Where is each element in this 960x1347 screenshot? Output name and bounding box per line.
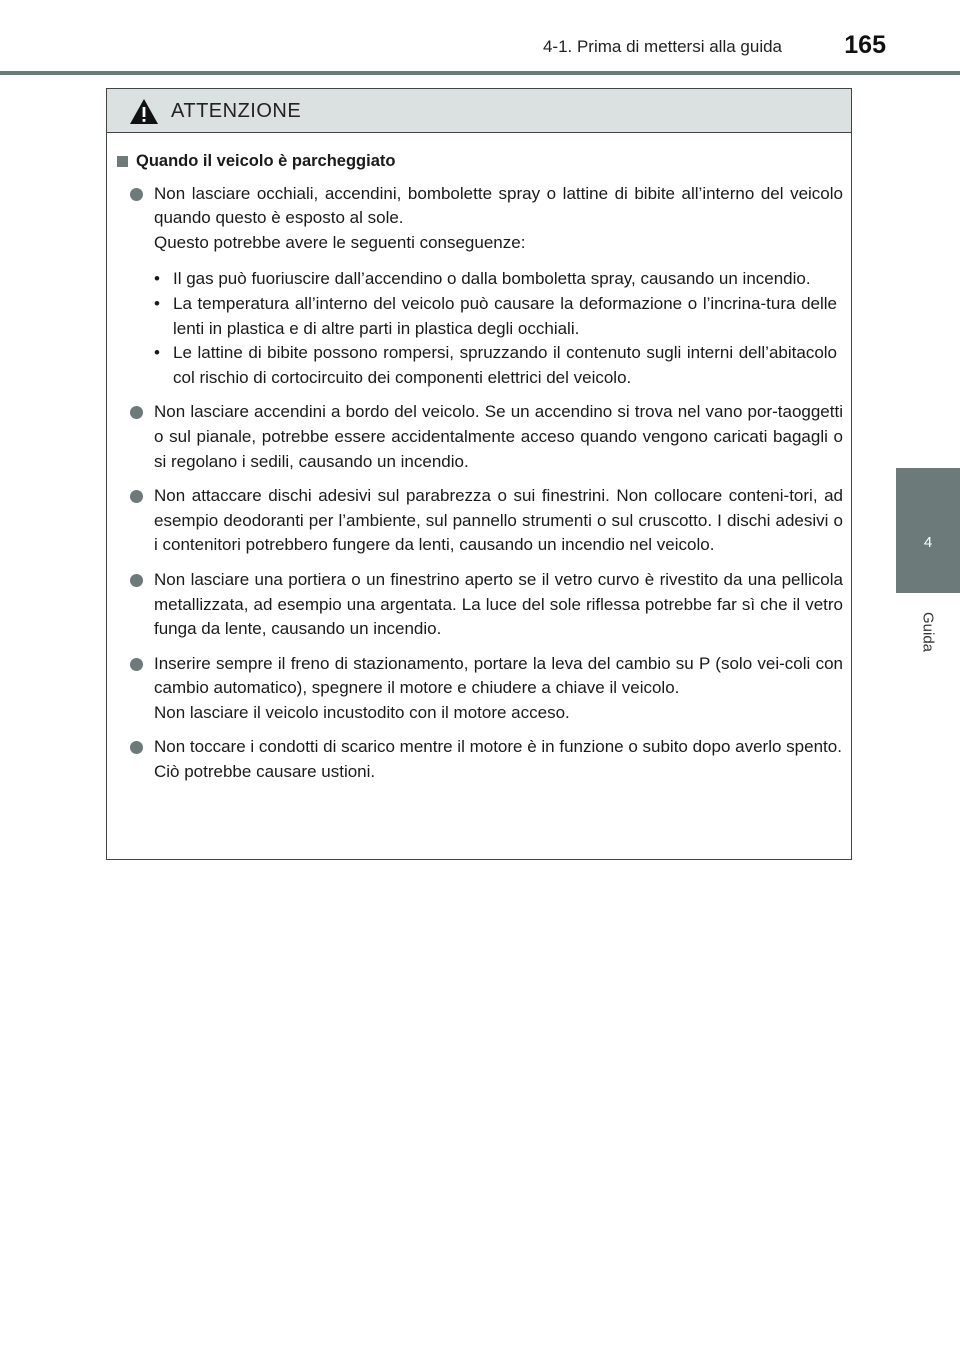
square-bullet-icon (117, 156, 128, 167)
warning-item (117, 652, 843, 726)
warning-item-text: Non toccare i condotti di scarico mentre il motore è in funzione o subito dopo averlo spento. (154, 737, 842, 757)
consequence-item (154, 267, 837, 292)
warning-item-body (154, 652, 843, 726)
consequence-text: La temperatura all’interno del veicolo può causare la deformazione o l’incrina-tura delle lenti in plastica e di altre parti in plastica degli occhiali. (173, 293, 837, 338)
warning-triangle-icon (129, 98, 159, 125)
circle-bullet-icon (130, 658, 143, 671)
warning-item-body (154, 400, 843, 474)
consequence-text: Le lattine di bibite possono rompersi, spruzzando il contenuto sugli interni dell’abitacolo col rischio di cortocircuito dei componenti elettrici del veicolo. (173, 343, 837, 387)
section-title: 4-1. Prima di mettersi alla guida (542, 37, 782, 56)
warning-item-text: Non lasciare occhiali, accendini, bombolette spray o lattine di bibite all’interno del veicolo quando questo è esposto al sole. (154, 183, 843, 228)
warning-item-text: Non lasciare accendini a bordo del veicolo. Se un accendino si trova nel vano por-taoggetti o sul pianale, potrebbe essere accidentalmente acceso quando vengono caricati bagagli o si regolano i sedili, causando un incendio. (154, 402, 843, 471)
chapter-label: Guida (919, 611, 937, 653)
warning-item-text: Inserire sempre il freno di stazionamento, portare la leva del cambio su P (solo vei-coli con cambio automatico), spegnere il motore e chiudere a chiave il veicolo. (154, 653, 843, 698)
warning-header (107, 89, 851, 133)
warning-item (117, 568, 843, 642)
circle-bullet-icon (130, 188, 143, 201)
warning-item-text: Non lasciare il veicolo incustodito con il motore acceso. (154, 702, 570, 722)
warning-item-text: Ciò potrebbe causare ustioni. (154, 762, 376, 782)
warning-body (107, 133, 851, 785)
circle-bullet-icon (130, 490, 143, 503)
chapter-number: 4 (923, 534, 933, 551)
warning-item-body (154, 568, 843, 642)
warning-item-body (154, 182, 843, 391)
circle-bullet-icon (130, 406, 143, 419)
consequence-list (154, 267, 843, 390)
header-rule (0, 71, 960, 75)
bullet-icon: • (154, 293, 160, 313)
warning-section-title: Quando il veicolo è parcheggiato (136, 152, 396, 170)
warning-items (117, 182, 843, 785)
bullet-icon: • (154, 269, 160, 289)
warning-item (117, 182, 843, 391)
warning-item-text: Questo potrebbe avere le seguenti conseguenze: (154, 232, 526, 252)
warning-item-text: Non lasciare una portiera o un finestrino aperto se il vetro curvo è rivestito da una pellicola metallizzata, ad esempio una argentata. La luce del sole riflessa potrebbe far sì che il vetro funga da lente, causando un incendio. (154, 569, 843, 639)
page-header (0, 0, 960, 76)
page-number: 165 (844, 31, 886, 59)
chapter-tab (896, 468, 960, 593)
warning-section-heading (117, 149, 843, 174)
consequence-text: Il gas può fuoriuscire dall’accendino o dalla bomboletta spray, causando un incendio. (173, 269, 811, 289)
warning-item (117, 484, 843, 558)
warning-item (117, 735, 843, 784)
warning-item-body (154, 735, 843, 784)
bullet-icon: • (154, 343, 160, 363)
circle-bullet-icon (130, 741, 143, 754)
warning-item (117, 400, 843, 474)
warning-box (106, 88, 852, 860)
warning-item-body (154, 484, 843, 558)
consequence-item (154, 341, 837, 390)
warning-item-text: Non attaccare dischi adesivi sul parabrezza o sui finestrini. Non collocare conteni-tori, ad esempio deodoranti per l’ambiente, sul pannello strumenti o sul cruscotto. I dischi adesivi o i contenitori potrebbero fungere da lenti, causando un incendio nel veicolo. (154, 486, 843, 555)
consequence-item (154, 292, 837, 341)
circle-bullet-icon (130, 574, 143, 587)
warning-title: ATTENZIONE (171, 100, 302, 122)
